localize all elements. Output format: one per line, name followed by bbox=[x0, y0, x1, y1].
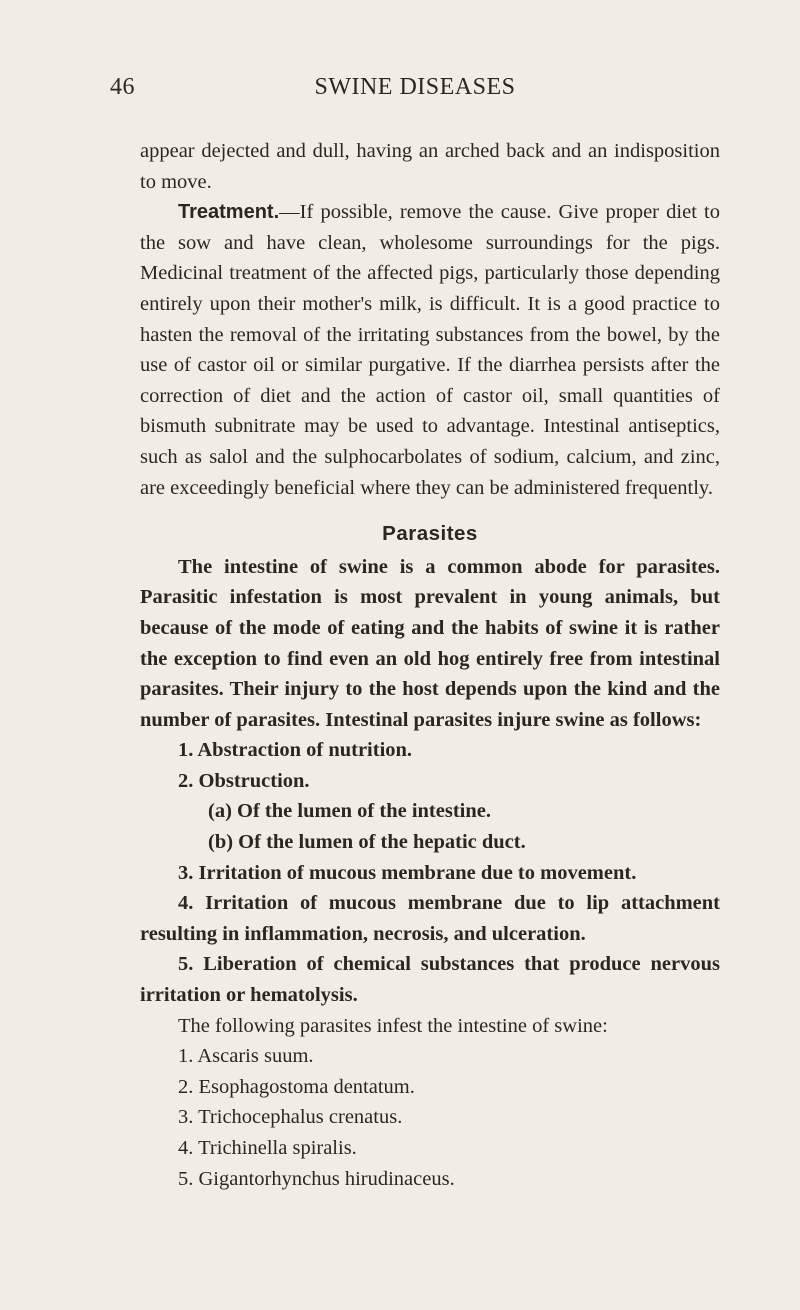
list-item: 2. Esophagostoma dentatum. bbox=[178, 1075, 415, 1098]
page-header bbox=[110, 74, 720, 104]
treatment-run-in: Treatment. bbox=[178, 201, 280, 224]
list-item: 3. Trichocephalus crenatus. bbox=[178, 1106, 403, 1129]
species-list bbox=[140, 1041, 720, 1194]
intro-paragraph: appear dejected and dull, having an arched back and an indisposition to move. bbox=[140, 140, 720, 193]
treatment-text: —If possible, remove the cause. Give proper diet to the sow and have clean, wholesome surroundings for the pigs. Medicinal treatment of the affected pigs, particularly those depending entirely upon their mother's milk, is difficult. It is a good practice to hasten the removal of the irritating substances from the bowel, by the use of castor oil or similar purgative. If the diarrhea persists after the correction of diet and the action of castor oil, small quantities of bismuth subnitrate may be used to advantage. Intestinal antiseptics, such as salol and the sulphocarbolates of sodium, calcium, and zinc, are exceedingly beneficial where they can be administered frequently. bbox=[140, 201, 720, 499]
page-number: 46 bbox=[110, 74, 135, 100]
species-intro: The following parasites infest the intestine of swine: bbox=[178, 1014, 608, 1037]
running-title: SWINE DISEASES bbox=[314, 74, 516, 100]
list-item: 1. Ascaris suum. bbox=[178, 1045, 314, 1068]
list-item: 5. Gigantorhynchus hirudinaceus. bbox=[178, 1167, 455, 1190]
injury-list bbox=[140, 735, 720, 1010]
list-item: 3. Irritation of mucous membrane due to movement. bbox=[178, 861, 637, 884]
page-body bbox=[140, 136, 720, 1194]
list-item: 4. Trichinella spiralis. bbox=[178, 1137, 357, 1159]
section-heading-parasites: Parasites bbox=[382, 522, 478, 546]
parasites-paragraph: The intestine of swine is a common abode for parasites. Parasitic infestation is most prevalent in young animals, but because of the mode of eating and the habits of swine it is rather the exception to find even an old hog entirely free from intestinal parasites. Their injury to the host depends upon the kind and the number of parasites. Intestinal parasites injure swine as follows: bbox=[140, 555, 720, 731]
list-subitem: (b) Of the lumen of the hepatic duct. bbox=[208, 831, 526, 854]
list-item: 1. Abstraction of nutrition. bbox=[178, 739, 413, 762]
list-item: 4. Irritation of mucous membrane due to lip attachment resulting in inflammation, necrosis, and ulceration. bbox=[140, 892, 720, 945]
list-subitem: (a) Of the lumen of the intestine. bbox=[208, 800, 491, 823]
list-item: 5. Liberation of chemical substances that produce nervous irritation or hematolysis. bbox=[140, 953, 720, 1007]
treatment-paragraph bbox=[140, 197, 720, 503]
list-item: 2. Obstruction. bbox=[178, 769, 310, 792]
